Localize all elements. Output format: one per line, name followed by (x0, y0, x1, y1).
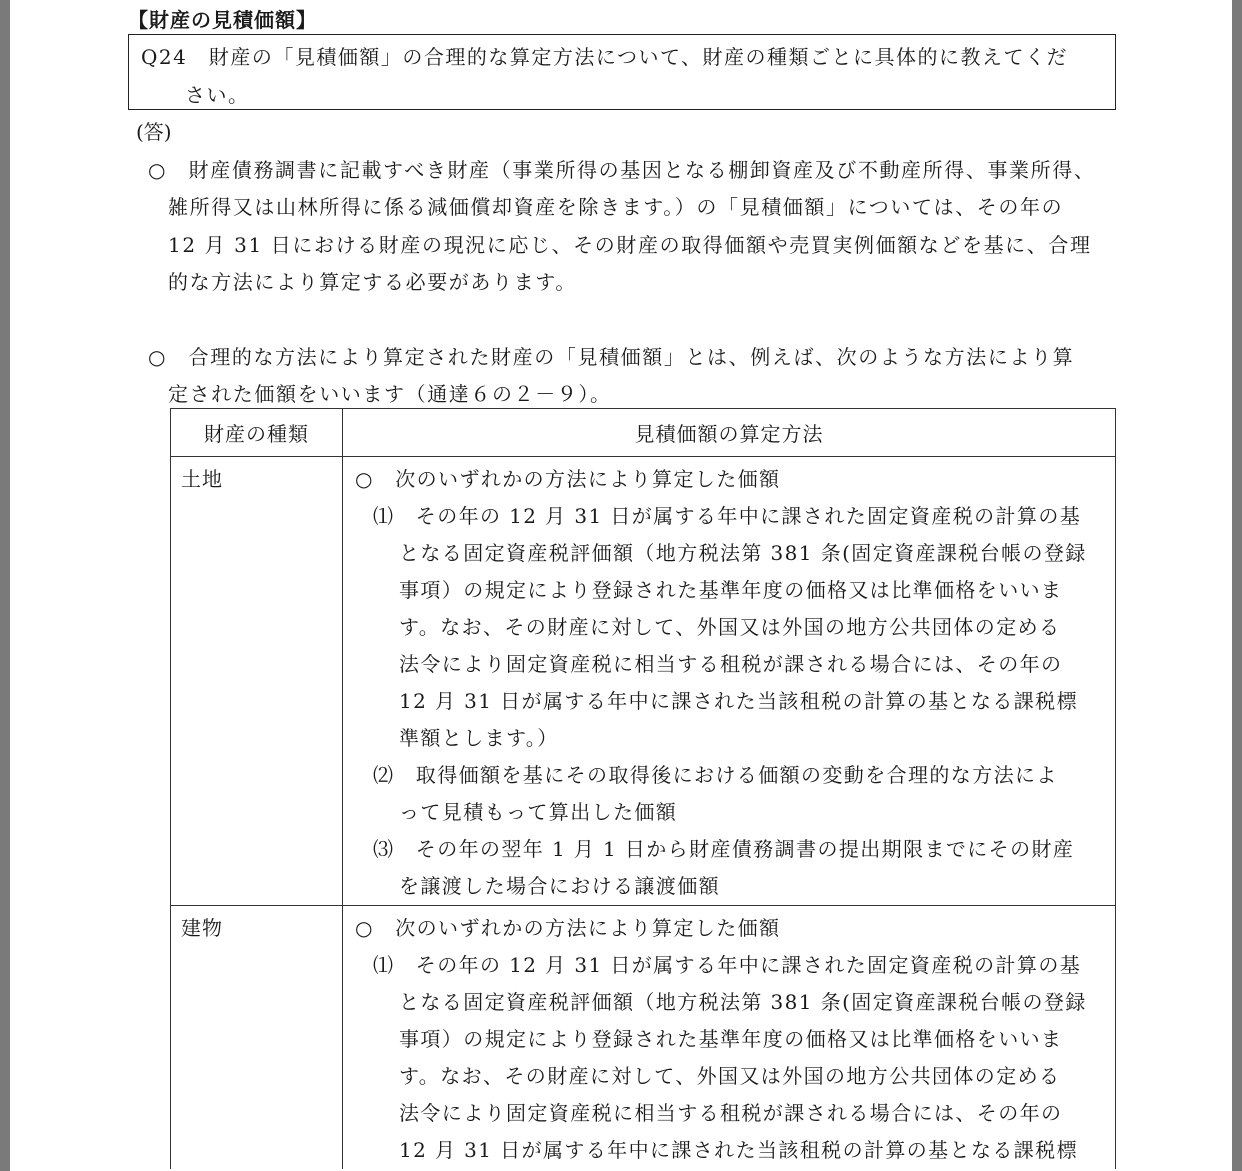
section-title: 【財産の見積価額】 (128, 8, 317, 32)
method-line: ⑴ その年の 12 月 31 日が属する年中に課された固定資産税の計算の基 (373, 504, 1082, 528)
method-line: ○ 次のいずれかの方法により算定した価額 (355, 467, 781, 491)
method-line: ⑴ その年の 12 月 31 日が属する年中に課された固定資産税の計算の基 (373, 953, 1082, 977)
bullet2-line-1: ○ 合理的な方法により算定された財産の「見積価額」とは、例えば、次のような方法により算 (148, 345, 1075, 369)
method-line: 準額とします。） (399, 726, 559, 750)
table-row (171, 457, 1116, 906)
method-line: ⑶ その年の翌年 1 月 1 日から財産債務調書の提出期限までにその財産 (373, 837, 1075, 861)
method-line: 法令により固定資産税に相当する租税が課される場合には、その年の (399, 652, 1063, 676)
method-line: って見積もって算出した価額 (399, 800, 678, 824)
asset-type-building: 建物 (171, 906, 343, 1170)
header-valuation-method: 見積価額の算定方法 (343, 409, 1116, 457)
question-line-2: さい。 (185, 83, 250, 107)
bullet1-line-2: 雑所得又は山林所得に係る減価償却資産を除きます。）の「見積価額」については、その年の (168, 195, 1064, 219)
method-line: す。なお、その財産に対して、外国又は外国の地方公共団体の定める (399, 615, 1061, 639)
bullet1-line-4: 的な方法により算定する必要があります。 (168, 270, 577, 294)
method-line: ○ 次のいずれかの方法により算定した価額 (355, 916, 781, 940)
question-line-1: Q24 財産の「見積価額」の合理的な算定方法について、財産の種類ごとに具体的に教えてくだ (141, 45, 1069, 69)
bullet1-line-3: 12 月 31 日における財産の現況に応じ、その財産の取得価額や売買実例価額などを基に、合理 (168, 233, 1092, 257)
question-box (128, 34, 1116, 110)
answer-label: (答) (136, 120, 172, 144)
asset-type-land: 土地 (171, 457, 343, 906)
bullet1-line-1: ○ 財産債務調書に記載すべき財産（事業所得の基因となる棚卸資産及び不動産所得、事業所得、 (148, 158, 1096, 182)
method-line: ⑵ 取得価額を基にその取得後における価額の変動を合理的な方法によ (373, 763, 1058, 787)
method-line: 法令により固定資産税に相当する租税が課される場合には、その年の (399, 1101, 1063, 1125)
method-cell-land (343, 457, 1116, 906)
method-line: を譲渡した場合における譲渡価額 (399, 874, 720, 898)
method-line: 12 月 31 日が属する年中に課された当該租税の計算の基となる課税標 (399, 1138, 1078, 1162)
method-line: となる固定資産税評価額（地方税法第 381 条(固定資産課税台帳の登録 (399, 990, 1087, 1014)
document-page (10, 0, 1232, 1171)
method-line: 事項）の規定により登録された基準年度の価格又は比準価格をいいま (399, 1027, 1063, 1051)
method-line: す。なお、その財産に対して、外国又は外国の地方公共団体の定める (399, 1064, 1061, 1088)
valuation-methods-table (170, 408, 1116, 1169)
method-cell-building (343, 906, 1116, 1170)
bullet2-line-2: 定された価額をいいます（通達６の２－９）。 (168, 382, 612, 406)
header-asset-type: 財産の種類 (171, 409, 343, 457)
method-line: 12 月 31 日が属する年中に課された当該租税の計算の基となる課税標 (399, 689, 1078, 713)
table-header-row (171, 409, 1116, 457)
method-line: 事項）の規定により登録された基準年度の価格又は比準価格をいいま (399, 578, 1063, 602)
method-line: となる固定資産税評価額（地方税法第 381 条(固定資産課税台帳の登録 (399, 541, 1087, 565)
table-row (171, 906, 1116, 1170)
